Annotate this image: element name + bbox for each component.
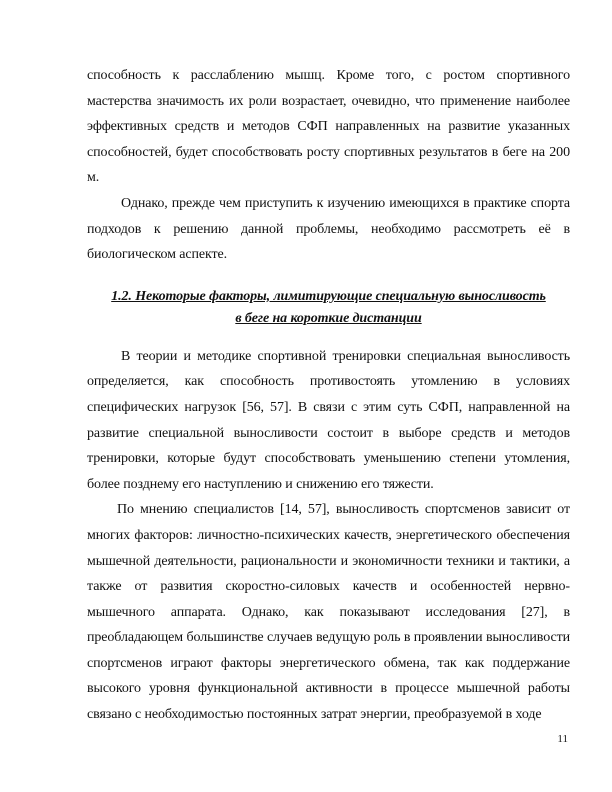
page-number: 11 xyxy=(557,733,568,745)
body-paragraph: По мнению специалистов [14, 57], выносливость спортсменов зависит от многих факторов: личностно-психических качеств, энергетического обеспечения мышечной деятельности, рациональности и экономичности техники и тактики, а также от развития скоростно-силовых качеств и особенностей нервно-мышечного аппарата. Однако, как показывают исследования [27], в преобладающем большинстве случаев ведущую роль в проявлении выносливости спортсменов играют факторы энергетического обмена, так как поддержание высокого уровня функциональной активности в процессе мышечной работы связано с необходимостью постоянных затрат энергии, преобразуемой в ходе xyxy=(87,502,570,723)
document-page xyxy=(87,63,570,728)
section-heading-line: в беге на короткие дистанции xyxy=(235,310,422,326)
body-paragraph: В теории и методике спортивной тренировки специальная выносливость определяется, как способность противостоять утомлению в условиях специфических нагрузок [56, 57]. В связи с этим суть СФП, направленной на развитие специальной выносливости состоит в выборе средств и методов тренировки, которые будут способствовать уменьшению степени утомления, более позднему его наступлению и снижению его тяжести. xyxy=(87,348,570,492)
section-heading-line: 1.2. Некоторые факторы, лимитирующие специальную выносливость xyxy=(111,288,546,304)
section-heading xyxy=(87,286,570,330)
body-paragraph: способность к расслаблению мышц. Кроме того, с ростом спортивного мастерства значимость их роли возрастает, очевидно, что применение наиболее эффективных средств и методов СФП направленных на развитие указанных способностей, будет способствовать росту спортивных результатов в беге на 200 м. xyxy=(87,68,570,186)
body-paragraph: Однако, прежде чем приступить к изучению имеющихся в практике спорта подходов к решению данной проблемы, необходимо рассмотреть её в биологическом аспекте. xyxy=(87,195,570,263)
